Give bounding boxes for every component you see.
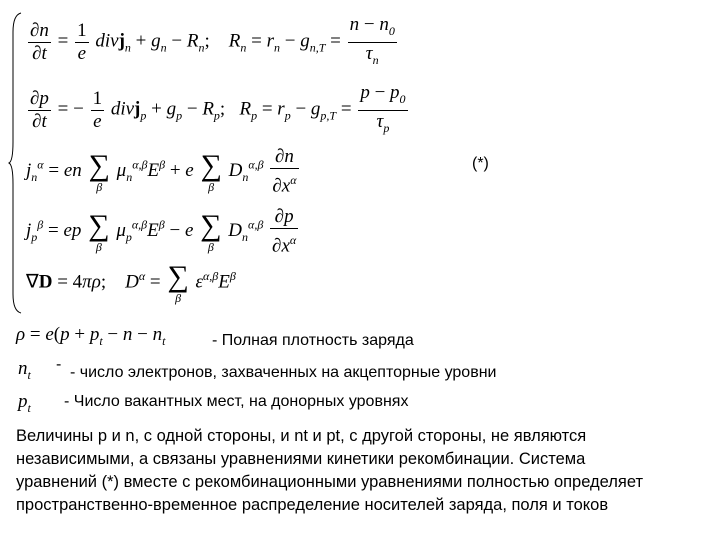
- electron-current-equation: $j_n^\alpha$ = en ∑ β $\mu_n^{\alpha,\beta}E^\beta + e$ ∑ β $D_n^{\alpha,\beta}$ $\frac{\partial n}{\partial x^\alpha}$: [26, 146, 297, 197]
- explanation-paragraph: [16, 425, 716, 517]
- nt-label: - число электронов, захваченных на акцепторные уровни: [70, 364, 497, 381]
- pt-label: - Число вакантных мест, на донорных уровнях: [64, 393, 409, 410]
- system-tag: (*): [472, 155, 489, 172]
- hole-continuity-equation: $\frac{\partial p}{\partial t}$ = − $\frac{1}{e}$ divj$_p$ + $g_p - R_p$; $R_p = r_p - g_{p,T}$ = $\frac{p - p_0}{\tau_p}$: [30, 82, 406, 135]
- charge-density-equation: $\rho = e(p + p_t - n - n_t$: [16, 324, 166, 348]
- paragraph-line: пространственно-временное распределение носителей заряда, поля и токов: [16, 496, 609, 514]
- nt-dash: -: [56, 356, 62, 373]
- pt-symbol: $p_t$: [18, 391, 31, 415]
- paragraph-line: Величины p и n, с одной стороны, и nt и pt, с другой стороны, не являются: [16, 427, 587, 445]
- hole-current-equation: $j_p^\beta$ = ep ∑ β $\mu_p^{\alpha,\beta}E^\beta - e$ ∑ β $D_n^{\alpha,\beta}$ $\frac{\partial p}{\partial x^\alpha}$: [26, 206, 297, 257]
- electron-continuity-equation: $\frac{\partial n}{\partial t}$ = $\frac{1}{e}$ divj$_n$ + $g_n - R_n$; $R_n = r_n - g_{n,T}$ = $\frac{n - n_0}{\tau_n}$: [30, 14, 395, 67]
- paragraph-line: независимыми, а связаны уравнениями кинетики рекомбинации. Система: [16, 450, 586, 468]
- poisson-equation: ∇D = 4πρ; $D^\alpha$ = ∑ β $\varepsilon^{\alpha,\beta}E^\beta$: [26, 260, 236, 305]
- paragraph-line: уравнений (*) вместе с рекомбинационными уравнениями полностью определяет: [16, 473, 644, 491]
- nt-symbol: $n_t$: [18, 358, 31, 382]
- system-brace: [8, 12, 22, 314]
- density-label: - Полная плотность заряда: [212, 332, 414, 349]
